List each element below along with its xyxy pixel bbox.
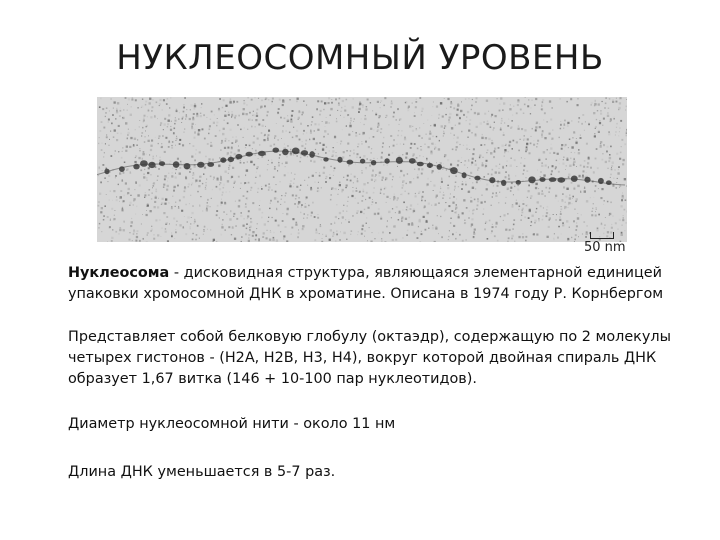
scale-bar-label: 50 nm xyxy=(584,240,626,255)
nucleosome-definition-text: - дисковидная структура, являющаяся элементарной единицей упаковки хромосомной ДНК в хроматине. Описана в 1974 году Р. Корнбергом xyxy=(68,265,664,302)
electron-micrograph-image xyxy=(97,97,627,242)
scale-bar-line xyxy=(590,232,614,239)
paragraph-nucleosome-definition xyxy=(68,263,708,305)
paragraph-dna-compaction: Длина ДНК уменьшается в 5-7 раз. xyxy=(68,464,336,480)
paragraph-histone-structure: Представляет собой белковую глобулу (октаэдр), содержащую по 2 молекулы четырех гистонов - (Н2А, Н2В, Н3, Н4), вокруг которой двойная спираль ДНК образует 1,67 витка (146 + 10-100 пар нуклеотидов). xyxy=(68,329,671,387)
paragraph-fiber-diameter: Диаметр нуклеосомной нити - около 11 нм xyxy=(68,416,396,432)
slide-title: НУКЛЕОСОМНЫЙ УРОВЕНЬ xyxy=(116,38,604,78)
scale-bar xyxy=(580,232,630,254)
nucleosome-term: Нуклеосома xyxy=(68,265,170,281)
